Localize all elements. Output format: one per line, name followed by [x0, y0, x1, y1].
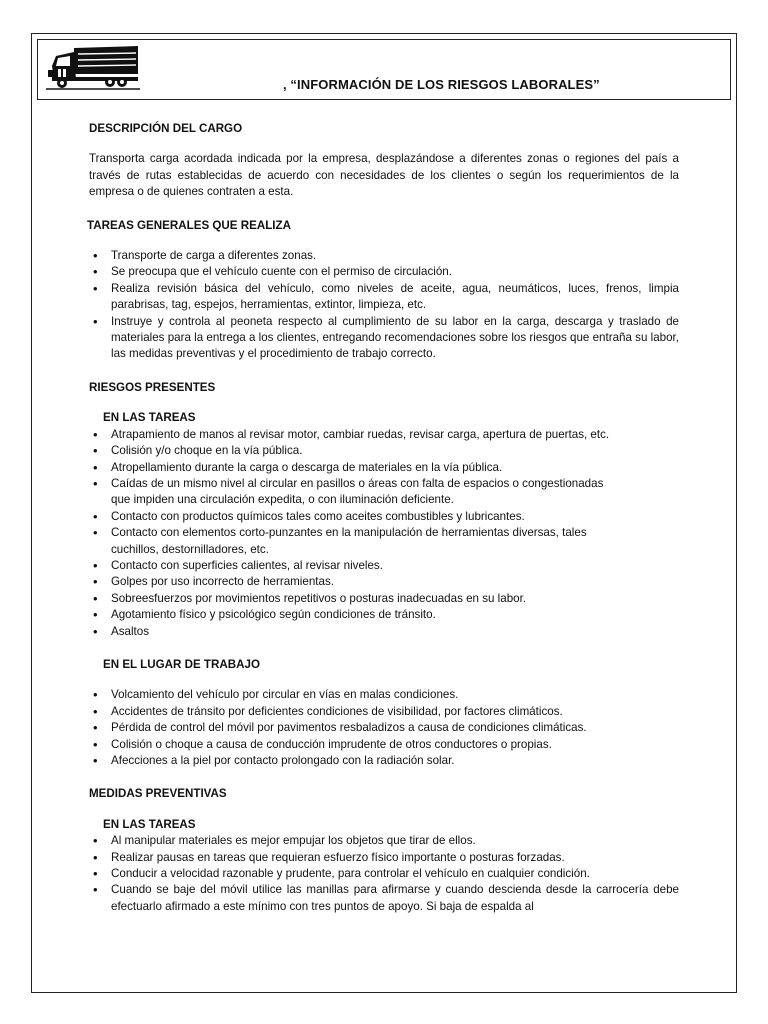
list-item: • Conducir a velocidad razonable y prudente, para controlar el vehículo en cualquier condición.: [89, 866, 679, 882]
riesgos-tareas-list: [89, 427, 679, 640]
medidas-tareas-list: [89, 833, 679, 915]
list-item: • Golpes por uso incorrecto de herramientas.: [89, 574, 679, 590]
list-item: • Cuando se baje del móvil utilice las manillas para afirmarse y cuando descienda desde la carrocería debe efectuarlo afirmado a este mínimo con tres puntos de apoyo. Si baja de espalda al: [89, 882, 679, 915]
list-item: • Realiza revisión básica del vehículo, como niveles de aceite, agua, neumáticos, luces, frenos, limpia parabrisas, tag, espejos, herramientas, extintor, limpieza, etc.: [89, 281, 679, 314]
tareas-list: [89, 248, 679, 363]
list-item: • Realizar pausas en tareas que requieran esfuerzo físico importante o posturas forzadas.: [89, 850, 679, 866]
medidas-heading: MEDIDAS PREVENTIVAS: [89, 787, 227, 801]
tareas-heading: TAREAS GENERALES QUE REALIZA: [87, 218, 291, 232]
truck-icon: [44, 44, 140, 92]
list-item: • Pérdida de control del móvil por pavimentos resbaladizos a causa de condiciones climáticas.: [89, 720, 679, 736]
list-item: • Atrapamiento de manos al revisar motor, cambiar ruedas, revisar carga, apertura de puertas, etc.: [89, 427, 679, 443]
document-title: , “INFORMACIÓN DE LOS RIESGOS LABORALES”: [283, 77, 600, 92]
riesgos-lugar-heading: EN EL LUGAR DE TRABAJO: [103, 657, 260, 671]
riesgos-lugar-list: [89, 687, 679, 769]
list-item: • Colisión o choque a causa de conducción imprudente de otros conductores o propias.: [89, 737, 679, 753]
document-body: [89, 121, 679, 915]
list-item: • Transporte de carga a diferentes zonas.: [89, 248, 679, 264]
riesgos-heading: RIESGOS PRESENTES: [89, 380, 216, 394]
list-item: • Agotamiento físico y psicológico según condiciones de tránsito.: [89, 607, 679, 623]
list-item: • Accidentes de tránsito por deficientes condiciones de visibilidad, por factores climáticos.: [89, 704, 679, 720]
list-item: • Se preocupa que el vehículo cuente con el permiso de circulación.: [89, 264, 679, 280]
list-item: • Contacto con superficies calientes, al revisar niveles.: [89, 558, 679, 574]
list-item: • Instruye y controla al peoneta respecto al cumplimiento de su labor en la carga, descarga y traslado de materiales para la entrega a los clientes, entregando recomendaciones sobre los riesgos que entraña su labor, las medidas preventivas y el procedimiento de trabajo correcto.: [89, 314, 679, 363]
descripcion-text: Transporta carga acordada indicada por la empresa, desplazándose a diferentes zonas o regiones del país a través de rutas establecidas de acuerdo con necesidades de los clientes o según los requerimientos de la empresa o de quienes contraten a esta.: [89, 152, 679, 199]
list-item: • Contacto con productos químicos tales como aceites combustibles y lubricantes.: [89, 509, 679, 525]
list-item: • Sobreesfuerzos por movimientos repetitivos o posturas inadecuadas en su labor.: [89, 591, 679, 607]
list-item: • Al manipular materiales es mejor empujar los objetos que tirar de ellos.: [89, 833, 679, 849]
list-item: • Atropellamiento durante la carga o descarga de materiales en la vía pública.: [89, 460, 679, 476]
list-item: • Contacto con elementos corto-punzantes en la manipulación de herramientas diversas, tales cuchillos, destornilladores, etc.: [89, 525, 679, 558]
list-item: • Afecciones a la piel por contacto prolongado con la radiación solar.: [89, 753, 679, 769]
list-item: • Colisión y/o choque en la vía pública.: [89, 443, 679, 459]
list-item: • Asaltos: [89, 624, 679, 640]
descripcion-heading: DESCRIPCIÓN DEL CARGO: [89, 122, 243, 135]
riesgos-tareas-heading: EN LAS TAREAS: [103, 411, 196, 425]
medidas-tareas-heading: EN LAS TAREAS: [103, 817, 196, 831]
list-item: • Volcamiento del vehículo por circular en vías en malas condiciones.: [89, 687, 679, 703]
list-item: • Caídas de un mismo nivel al circular en pasillos o áreas con falta de espacios o congestionadas que impiden una circulación expedita, o con iluminación deficiente.: [89, 476, 679, 509]
